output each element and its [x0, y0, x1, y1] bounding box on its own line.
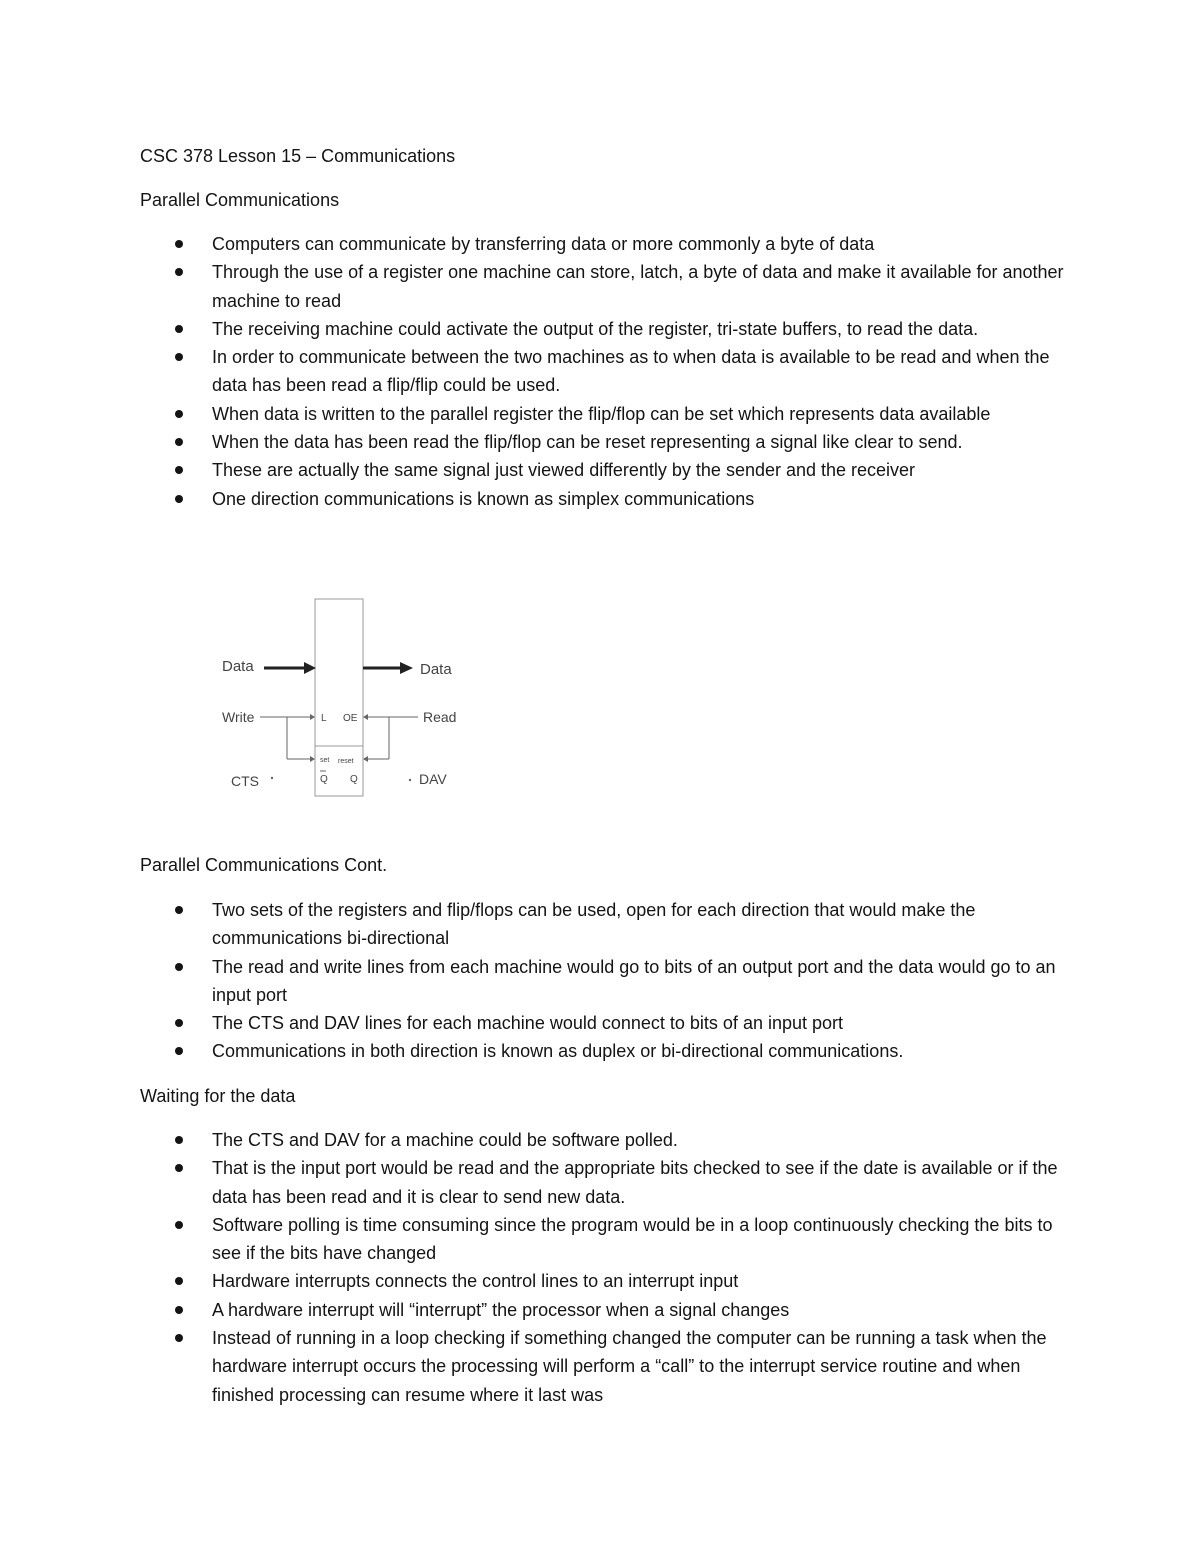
write-label: Write — [222, 709, 255, 725]
bullet-icon — [175, 268, 183, 276]
oe-label: OE — [343, 713, 358, 724]
reset-label: reset — [338, 758, 354, 765]
list-item-text: The receiving machine could activate the output of the register, tri-state buffers, to read the data. — [212, 318, 979, 339]
list-item-text: Communications in both direction is known as duplex or bi-directional communications. — [212, 1041, 904, 1062]
list-item — [170, 343, 1070, 400]
list-item-text: The CTS and DAV for a machine could be software polled. — [212, 1130, 678, 1150]
bullet-list-waiting-for-data — [170, 1126, 1070, 1409]
list-item-text: When the data has been read the flip/flop can be reset representing a signal like clear to send. — [212, 432, 963, 453]
list-item-text: Instead of running in a loop checking if something changed the computer can be running a task when the hardware interrupt occurs the processing will perform a “call” to the interrupt service routine and when finished processing can resume where it last was — [212, 1328, 1047, 1405]
list-item — [170, 896, 1070, 953]
list-item — [170, 485, 1070, 513]
list-item — [170, 1126, 1070, 1154]
document-title: CSC 378 Lesson 15 – Communications — [140, 146, 456, 166]
list-item — [170, 1154, 1070, 1211]
bullet-icon — [175, 1334, 183, 1342]
list-item — [170, 953, 1070, 1010]
bullet-icon — [175, 1164, 183, 1172]
list-item-text: In order to communicate between the two machines as to when data is available to be read and when the data has been read a flip/flip could be used. — [212, 347, 1050, 396]
qbar-label: Q — [320, 774, 328, 785]
bullet-icon — [175, 1277, 183, 1285]
bullet-icon — [175, 906, 183, 914]
list-item — [170, 1296, 1070, 1324]
list-item — [170, 1211, 1070, 1268]
data-in-arrowhead-icon — [304, 662, 316, 674]
set-arrowhead-icon — [310, 756, 315, 762]
bullet-icon — [175, 410, 183, 418]
list-item-text: Two sets of the registers and flip/flops can be used, open for each direction that would make the communications bi-directional — [212, 900, 976, 949]
list-item — [170, 1009, 1070, 1037]
dav-dot — [409, 779, 411, 781]
l-label: L — [321, 713, 327, 724]
bullet-icon — [175, 353, 183, 361]
bullet-icon — [175, 240, 183, 248]
data-in-label: Data — [222, 658, 254, 675]
bullet-icon — [175, 963, 183, 971]
list-item-text: A hardware interrupt will “interrupt” the processor when a signal changes — [212, 1299, 790, 1320]
data-out-arrowhead-icon — [400, 662, 413, 674]
write-arrowhead-icon — [310, 714, 315, 720]
list-item — [170, 400, 1070, 428]
diagram-svg — [214, 596, 464, 802]
register-flipflop-diagram — [214, 596, 464, 802]
bullet-icon — [175, 495, 183, 503]
list-item — [170, 315, 1070, 343]
list-item — [170, 230, 1070, 258]
list-item — [170, 456, 1070, 484]
list-item-text: When data is written to the parallel register the flip/flop can be set which represents data available — [212, 403, 991, 424]
bullet-icon — [175, 1306, 183, 1314]
list-item-text: The CTS and DAV lines for each machine would connect to bits of an input port — [212, 1013, 844, 1034]
bullet-icon — [175, 466, 183, 474]
list-item — [170, 428, 1070, 456]
list-item-text: That is the input port would be read and the appropriate bits checked to see if the date is available or if the data has been read and it is clear to send new data. — [212, 1158, 1058, 1207]
bullet-icon — [175, 1019, 183, 1027]
bullet-icon — [175, 438, 183, 446]
list-item-text: Computers can communicate by transferring data or more commonly a byte of data — [212, 234, 875, 254]
bullet-icon — [175, 1047, 183, 1055]
list-item — [170, 1037, 1070, 1065]
register-box — [315, 599, 363, 754]
section-heading-parallel-communications-cont: Parallel Communications Cont. — [140, 855, 388, 875]
list-item-text: The read and write lines from each machine would go to bits of an output port and the data would go to an input port — [212, 956, 1056, 1005]
data-out-label: Data — [420, 661, 452, 678]
list-item-text: These are actually the same signal just viewed differently by the sender and the receiver — [212, 460, 916, 481]
set-label: set — [320, 757, 330, 764]
cts-dot — [271, 777, 273, 779]
bullet-icon — [175, 1136, 183, 1144]
list-item-text: Hardware interrupts connects the control lines to an interrupt input — [212, 1271, 739, 1292]
bullet-list-parallel-communications — [170, 230, 1070, 513]
bullet-icon — [175, 1221, 183, 1229]
list-item-text: One direction communications is known as simplex communications — [212, 488, 755, 509]
section-heading-parallel-communications: Parallel Communications — [140, 190, 340, 210]
list-item — [170, 1324, 1070, 1409]
dav-label: DAV — [419, 771, 447, 787]
bullet-icon — [175, 325, 183, 333]
read-arrowhead-icon — [363, 714, 368, 720]
list-item — [170, 1267, 1070, 1295]
cts-label: CTS — [231, 773, 259, 789]
section-heading-waiting-for-data: Waiting for the data — [140, 1086, 296, 1106]
list-item-text: Through the use of a register one machine can store, latch, a byte of data and make it available for another machine to read — [212, 262, 1064, 311]
list-item — [170, 258, 1070, 315]
list-item-text: Software polling is time consuming since the program would be in a loop continuously checking the bits to see if the bits have changed — [212, 1214, 1053, 1264]
bullet-list-parallel-communications-cont — [170, 896, 1070, 1066]
read-label: Read — [423, 709, 457, 725]
q-label: Q — [350, 774, 358, 785]
reset-arrowhead-icon — [363, 756, 368, 762]
